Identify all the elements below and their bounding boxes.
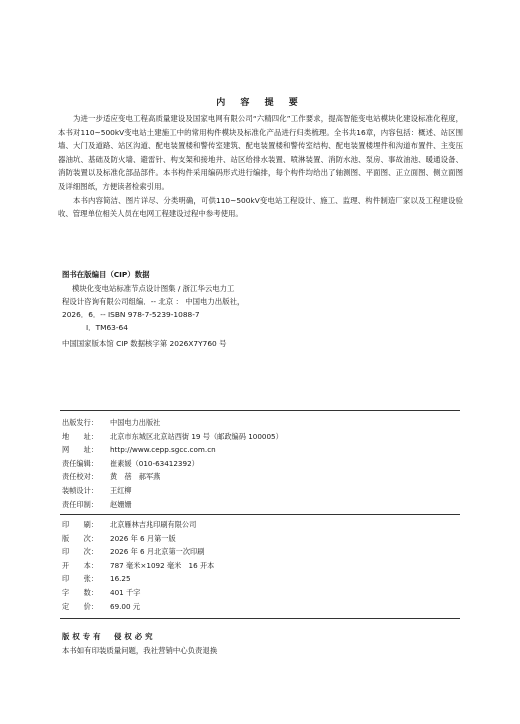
- copyright-block: [62, 630, 462, 658]
- cip-line: 2026．6．-- ISBN 978-7-5239-1088-7: [62, 310, 200, 319]
- designer-value: 王红柳: [110, 485, 132, 495]
- field-label: 版 次：: [62, 533, 98, 543]
- proofreader-value: 黄 蓓 郝军燕: [110, 472, 161, 482]
- copyright-title: 版权专有 侵权必究: [62, 632, 156, 641]
- editor-value: 崔素媛（010-63412392）: [110, 458, 199, 468]
- printer-value: 北京雁林吉兆印刷有限公司: [110, 520, 197, 529]
- publisher-value: 中国电力出版社: [110, 418, 161, 427]
- summary-title: 内 容 提 要: [216, 98, 304, 108]
- editor-row: [62, 457, 462, 471]
- edition-value: 2026 年 6 月第一版: [110, 533, 176, 543]
- cip-data-block: [62, 268, 462, 350]
- cip-classification: Ⅰ．TM63-64: [86, 323, 128, 332]
- middle-divider: [60, 514, 460, 515]
- field-label: 定 价：: [62, 601, 98, 611]
- publication-info: [62, 416, 462, 511]
- website-value: http://www.cepp.sgcc.com.cn: [110, 445, 216, 455]
- summary-paragraph-1: 为进一步适应变电工程高质量建设及国家电网有限公司“六精四化”工作要求，提高智能变电站模块化建设标准化程度，本书对110~500kV变电站土建施工中的常用构件模块及标准化产品进行归类梳理。全书共16章，内容包括：概述、站区围墙、大门及道路、站区沟道、配电装置楼和警传室建筑、配电装置楼和警传室结构、配电装置楼埋件和沟道布置件、主变压器油坑、基础及防火墙、避雷针、构支架和接地井、站区给排水装置、喷淋装置、消防水池、泵房、事故油池、暖通设备、消防装置以及标准化部品部件。本书构件采用编码形式进行编排，每个构件均给出了轴测图、平面图、正立面图、侧立面图及详细图纸，方便读者检索引用。: [58, 114, 463, 191]
- words-value: 401 千字: [110, 587, 141, 597]
- proofreader-row: [62, 470, 462, 484]
- copyright-note: 本书如有印装质量问题，我社营销中心负责退换: [62, 646, 218, 655]
- cip-line: 程设计咨询有限公司组编．-- 北京 ： 中国电力出版社，: [62, 297, 245, 306]
- publisher-row: [62, 416, 462, 430]
- field-label: 责任编辑：: [62, 458, 98, 468]
- price-value: 69.00 元: [110, 601, 141, 611]
- field-label: 责任校对：: [62, 472, 98, 482]
- printing-supervisor-value: 赵姗姗: [110, 499, 132, 509]
- format-row: [62, 559, 462, 573]
- printing-info: [62, 518, 462, 613]
- website-row: [62, 443, 462, 457]
- cip-number: 中国国家版本馆 CIP 数据核字第 2026X7Y760 号: [62, 339, 227, 348]
- field-label: 出版发行：: [62, 418, 98, 427]
- designer-row: [62, 484, 462, 498]
- sheets-row: [62, 572, 462, 586]
- field-label: 责任印制：: [62, 499, 98, 509]
- cip-heading: 图书在版编目（CIP）数据: [62, 270, 150, 279]
- summary-text: [58, 112, 463, 221]
- words-row: [62, 586, 462, 600]
- field-label: 印 张：: [62, 574, 98, 584]
- cip-line: 模块化变电站标准节点设计图集 / 浙江华云电力工: [72, 284, 235, 293]
- field-label: 网 址：: [62, 445, 98, 455]
- printing-supervisor-row: [62, 498, 462, 512]
- impression-row: [62, 545, 462, 559]
- field-label: 开 本：: [62, 560, 98, 570]
- bottom-divider: [60, 618, 460, 619]
- price-row: [62, 600, 462, 614]
- field-label: 装帧设计：: [62, 485, 98, 495]
- impression-value: 2026 年 6 月北京第一次印刷: [110, 547, 205, 557]
- top-divider: [60, 410, 460, 411]
- field-label: 印 次：: [62, 547, 98, 557]
- summary-paragraph-2: 本书内容简洁、图片详尽、分类明确，可供110~500kV变电站工程设计、施工、监理、构件制造厂家以及工程建设验收、管理单位相关人员在电网工程建设过程中参考使用。: [58, 195, 463, 219]
- edition-row: [62, 532, 462, 546]
- field-label: 印 刷：: [62, 520, 98, 529]
- address-row: [62, 430, 462, 444]
- field-label: 字 数：: [62, 587, 98, 597]
- format-value: 787 毫米×1092 毫米 16 开本: [110, 560, 215, 570]
- sheets-value: 16.25: [110, 574, 131, 584]
- field-label: 地 址：: [62, 431, 98, 441]
- address-value: 北京市东城区北京站西街 19 号（邮政编码 100005）: [110, 431, 283, 441]
- printer-row: [62, 518, 462, 532]
